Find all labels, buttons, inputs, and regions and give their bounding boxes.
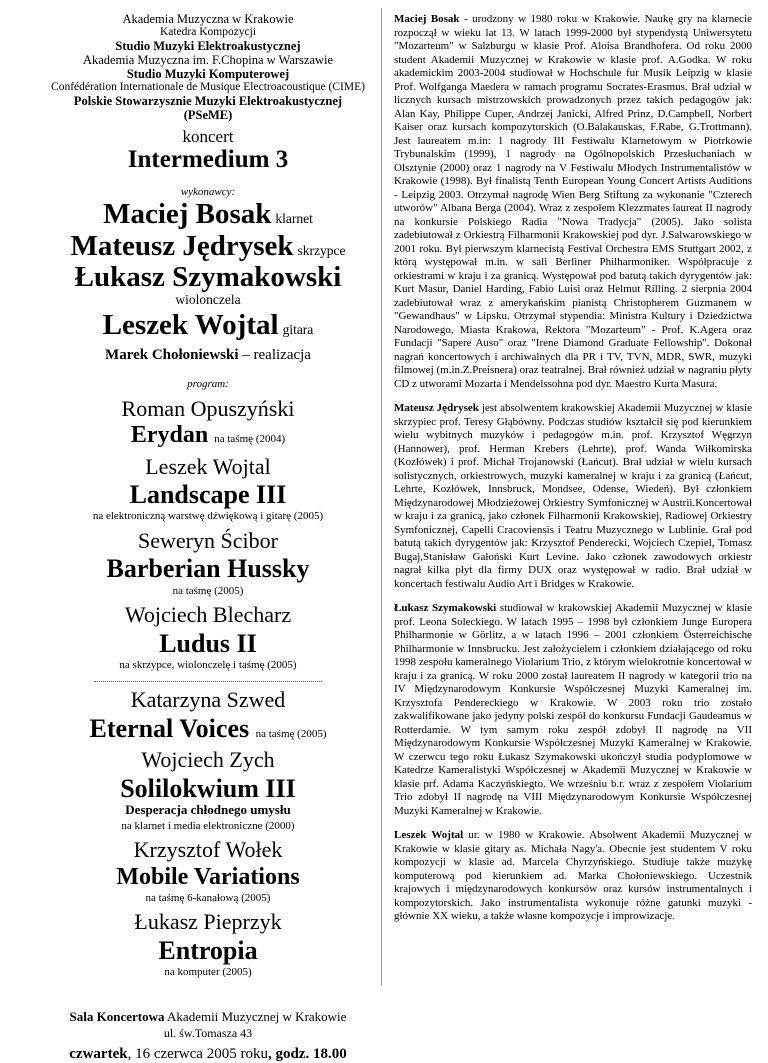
realization-line bbox=[50, 347, 366, 364]
concert-time: , godz. 18.00 bbox=[267, 1046, 347, 1063]
performer-row bbox=[50, 231, 366, 261]
performer-instrument: wiolonczela bbox=[175, 292, 241, 308]
organizer-line: Studio Muzyki Komputerowej bbox=[126, 66, 290, 81]
program-composer: Łukasz Pieprzyk bbox=[134, 909, 282, 935]
performer-instrument: skrzypce bbox=[297, 242, 346, 258]
program-work-medium: na komputer (2005) bbox=[164, 966, 252, 979]
program-work-medium: na taśmę (2005) bbox=[172, 584, 244, 597]
concert-label: koncert bbox=[182, 126, 234, 146]
performer-instrument: gitara bbox=[282, 322, 314, 338]
performers-label: wykonawcy: bbox=[180, 185, 236, 198]
performer-row bbox=[50, 262, 366, 309]
program-composer: Wojciech Blecharz bbox=[124, 602, 292, 628]
biography-paragraph bbox=[394, 602, 752, 818]
biography-name: Leszek Wojtal bbox=[394, 829, 464, 841]
organizer-line: Studio Muzyki Elektroakustycznej bbox=[115, 38, 301, 53]
column-divider bbox=[381, 8, 382, 986]
program-work-title bbox=[50, 715, 366, 742]
program-work-medium: na taśmę 6-kanałową (2005) bbox=[145, 891, 271, 904]
program-work-title bbox=[50, 775, 366, 802]
program-work-name: Landscape III bbox=[129, 480, 287, 510]
performer-name: Maciej Bosak bbox=[103, 198, 272, 231]
organizer-line: Confédération Internationale de Musique Electroacoustique (CIME) bbox=[51, 80, 365, 93]
program-work-title bbox=[50, 555, 366, 582]
program-work-medium: na elektroniczną warstwę dźwiękową i gitarę (2005) bbox=[92, 510, 324, 523]
performer-instrument: klarnet bbox=[275, 211, 313, 227]
biography-text: - urodzony w 1980 roku w Krakowie. Naukę gry na klarnecie rozpoczął w wieku lat 13. W latach 1999-2000 był stypendystą Uniwersytetu "Mozarteum" w Salzburgu w klasie Prof. Aloisa Brandhofera. Od roku 2000 student Akademii Muzycznej w Krakowie w klasie prof. A.Godka. W roku akademickim 2003-2004 studiował w Hochschule fur Musik Leipzig w klasie Prof. Wolfganga Maedera w ramach programu Socrates-Erasmus. Brał udział w licznych kursach mistrzowskich prowadzonych przez takich pedagogów jak: Alan Kay, Philippe Cuper, Andrzej Janicki, Alfred Prinz, D.Campbell, Norbert Kaiser oraz kursach kompozytorskich (O.Balakauskas, F.Rabe, G.Trottmann). Jest laureatem m.in: 1 nagrody III Festiwalu Klarnetowym w Piotrkowie Trybunalskim (1999), 1 nagrody na Ogólnopolskich Przesłuchaniach w Olsztynie (2000) oraz 1 nagrody na V Festiwalu Młodych Instrumentalistów w Krakowie (1998). Był finalistą Tenth European Young Concert Artists Auditions - Leipzig 2003. Otrzymał nagrodę Wien Berg Stiftung za wykonanie "Czterech utworów" Albana Berga (2004). Wraz z zespołem Klezzmates laureat II nagrody na konkursie Polskiego Radia "Nowa Tradycja" (2005). Jako solista zadebiutował z Orkiestrą Filharmonii Krakowskiej pod dyr. J.Salwarowskiego w 2001 roku. Był pierwszym klarnecistą Festival Orchestra EMS Stuttgart 2002, z którą występował m.in. w sali Berliner Philharmoniker. Współpracuje z orkiestrami w kraju i za granicą. Występował pod batutą takich dyrygentów jak: Kurt Masur, Daniel Harding, Fabio Luisi oraz Helmut Rilling. 2 sierpnia 2004 zadebiutował wraz z amerykańskim pianistą Christopherem Guzmanem w "Gewandhaus" w Lipsku. Otrzymał stypendia: Ministra Kultury i Dziedzictwa Narodowego, Miasta Krakowa, Rektora "Mozarteum" - Prof. K.Agera oraz Fundacji "Sapere Auso" oraz "Irene Diamond Graduate Fellowship". Dokonał nagrań koncertowych i archiwalnych dla PR i TV, TVN, MDR, SWR, muzyki filmowej (m.in.Z.Preisnera) oraz teatralnej. Brał również udział w nagraniu płyty CD z utworami Mozarta i Mendelssohna pod dyr. Maestro Kurta Masura. bbox=[394, 13, 752, 390]
program-work-name: Solilokwium III bbox=[120, 773, 296, 803]
organizer-line: Akademia Muzyczna w Krakowie bbox=[122, 12, 294, 26]
program-work-subtitle: Desperacja chłodnego umysłu bbox=[125, 802, 291, 818]
program-work-name: Entropia bbox=[158, 935, 258, 965]
program-work-name: Eternal Voices bbox=[89, 713, 250, 743]
organizer-line: Polskie Stowarzysznie Muzyki Elektroakustycznej (PSeME) bbox=[73, 93, 343, 122]
program-label: program: bbox=[187, 378, 229, 391]
realization-role: – realizacja bbox=[238, 346, 311, 363]
program-work-title bbox=[50, 630, 366, 657]
program-composer: Wojciech Zych bbox=[141, 747, 275, 773]
program-composer: Leszek Wojtal bbox=[145, 453, 271, 479]
realization-name: Marek Chołoniewski bbox=[105, 346, 239, 363]
program-work-title bbox=[50, 937, 366, 964]
biography-text: studiował w krakowskiej Akademii Muzycznej w klasie prof. Leona Soleckiego. W latach 1995 – 1998 był członkiem Junge Europera Philharmonie w Görlitz, a w latach 1996 – 2001 członkiem Österreichische Philharmonie w Innsbrucku. Jest założycielem i członkiem działającego od roku 1998 zespołu kameralnego Violarium Trio, z którym wielokrotnie koncertował w kraju i za granicą. W roku 2000 został laureatem II nagrody w kategorii trio na IV Międzynarodowym Konkursie Współczesnej Muzyki Kameralnej im. Krzysztofa Pendereckiego w Krakowie. W 2003 roku trio zostało zakwalifikowane jako jedyny polski zespół do konkursu Fundacji Gaudeamus w Rotterdamie. W tym samym roku zespół zdobył II nagrodę na VII Międzynarodowym Konkursie Współczesnej Muzyki Kameralnej w Krakowie. W czerwcu tego roku Łukasz Szymakowski ukończył studia podyplomowe w Katedrze Kameralistyki Współczesnej w Akademii Muzycznej w Krakowie w klasie prf. Adama Kaczyńskiegto. We wrześniu b.r. wraz z zespołem Violarium Trio zdobył II nagrodę na VIII Międzynarodowym Konkursie Współczesnej Muzyki Kameralnej w Krakowie. bbox=[394, 602, 752, 817]
biography-paragraph bbox=[394, 13, 752, 391]
program-work-medium: na taśmę (2005) bbox=[255, 727, 327, 740]
venue-institution: Akademii Muzycznej w Krakowie bbox=[164, 1009, 347, 1025]
concert-day: czwartek bbox=[69, 1046, 128, 1063]
program-composer: Krzysztof Wołek bbox=[133, 836, 283, 862]
organizer-line: Katedra Kompozycji bbox=[159, 26, 257, 38]
program-work-medium: na klarnet i media elektroniczne (2000) bbox=[121, 819, 295, 832]
venue-line bbox=[50, 1010, 366, 1025]
program-work-title bbox=[50, 423, 366, 448]
concert-datetime bbox=[50, 1046, 366, 1063]
biography-text: ur. w 1980 w Krakowie. Absolwent Akademii Muzycznej w Krakowie w klasie gitary as. Michała Nagy'a. Obecnie jest studentem V roku kompozycji w klasie ad. Marcela Chyrzyńskiego. Studiuje także muzykę komputerową pod kierunkiem ad. Marka Chołoniewskiego. Uczestnik krajowych i międzynarodowych konkursów oraz kursów instrumentalnych i kompozytorskich. Jako instrumentalista wykonuje różne gatunki muzyki - głównie XX wieku, a także własne kompozycje i improwizacje. bbox=[394, 829, 752, 922]
performer-row bbox=[50, 199, 366, 229]
dotted-separator bbox=[94, 681, 322, 682]
concert-title: Intermedium 3 bbox=[127, 145, 289, 173]
performer-name: Łukasz Szymakowski bbox=[74, 260, 342, 293]
biography-name: Łukasz Szymakowski bbox=[394, 602, 497, 614]
concert-program-column bbox=[50, 12, 366, 1063]
concert-date: , 16 czerwca 2005 roku bbox=[127, 1046, 268, 1063]
venue-address: ul. św.Tomasza 43 bbox=[163, 1025, 253, 1040]
performer-row bbox=[50, 310, 366, 340]
program-work-name: Ludus II bbox=[159, 628, 257, 658]
biography-name: Maciej Bosak bbox=[394, 13, 460, 25]
program-work-name: Mobile Variations bbox=[116, 863, 300, 890]
biographies-column bbox=[394, 13, 752, 935]
program-composer: Seweryn Ścibor bbox=[138, 527, 278, 553]
program-work-name: Erydan bbox=[130, 422, 209, 449]
program-work-medium: na skrzypce, wiolonczelę i taśmę (2005) bbox=[119, 658, 297, 671]
biography-text: jest absolwentem krakowskiej Akademii Muzycznej w klasie skrzypiec prof. Teresy Głąbówny. Podczas studiów kształcił się pod kierunkiem wielu wybitnych muzyków i pedagogów m.in. prof. Krzysztof Węgrzyn (Hannower), prof. Herman Krebers (Lehrte), prof. Wanda Wiłkomirska (Kozłówek) i prof. Michał Trojanowski (Łańcut). Brał udział w wielu kursach solistycznych, orkiestrowych, muzyki kameralnej w kraju i za granicą (Łańcut, Lehrte, Kozłówek, Innsbruck, Mondsee, Odense, Wiedeń). Był członkiem Międzynarodowej Młodzieżowej Orkiestry Symfonicznej w Austrii.Koncertował w kraju i za granicą, jako członek Filharmonii Krakowskiej, Radiowej Orkiestry Symfonicznej, Capelli Cracoviensis i Teatru Muzycznego w Lublinie. Grał pod batutą takich dyrygentów jak: Krzysztof Penderecki, Wojciech Czepiel, Tomasz Bugaj,Stanisław Gałoński Kurt Levine. Jako członek zawodowych orkiestr nagrał kilka płyt dla firmy DUX oraz występował w radio. Brał udział w koncertach festiwalu Audio Art i Bridges w Krakowie. bbox=[394, 402, 752, 590]
biography-paragraph bbox=[394, 829, 752, 924]
biography-paragraph bbox=[394, 402, 752, 591]
venue-name: Sala Koncertowa bbox=[69, 1009, 165, 1025]
organizer-line: Akademia Muzyczna im. F.Chopina w Warszawie bbox=[82, 52, 334, 67]
performer-name: Leszek Wojtal bbox=[102, 309, 279, 342]
program-composer: Roman Opuszyński bbox=[121, 395, 295, 421]
biography-name: Mateusz Jędrysek bbox=[394, 402, 479, 414]
performer-name: Mateusz Jędrysek bbox=[70, 229, 294, 262]
program-work-title bbox=[50, 481, 366, 508]
program-composer: Katarzyna Szwed bbox=[130, 687, 286, 713]
program-work-name: Barberian Hussky bbox=[106, 554, 310, 584]
program-work-medium: na taśmę (2004) bbox=[214, 433, 286, 446]
program-work-title bbox=[50, 865, 366, 890]
